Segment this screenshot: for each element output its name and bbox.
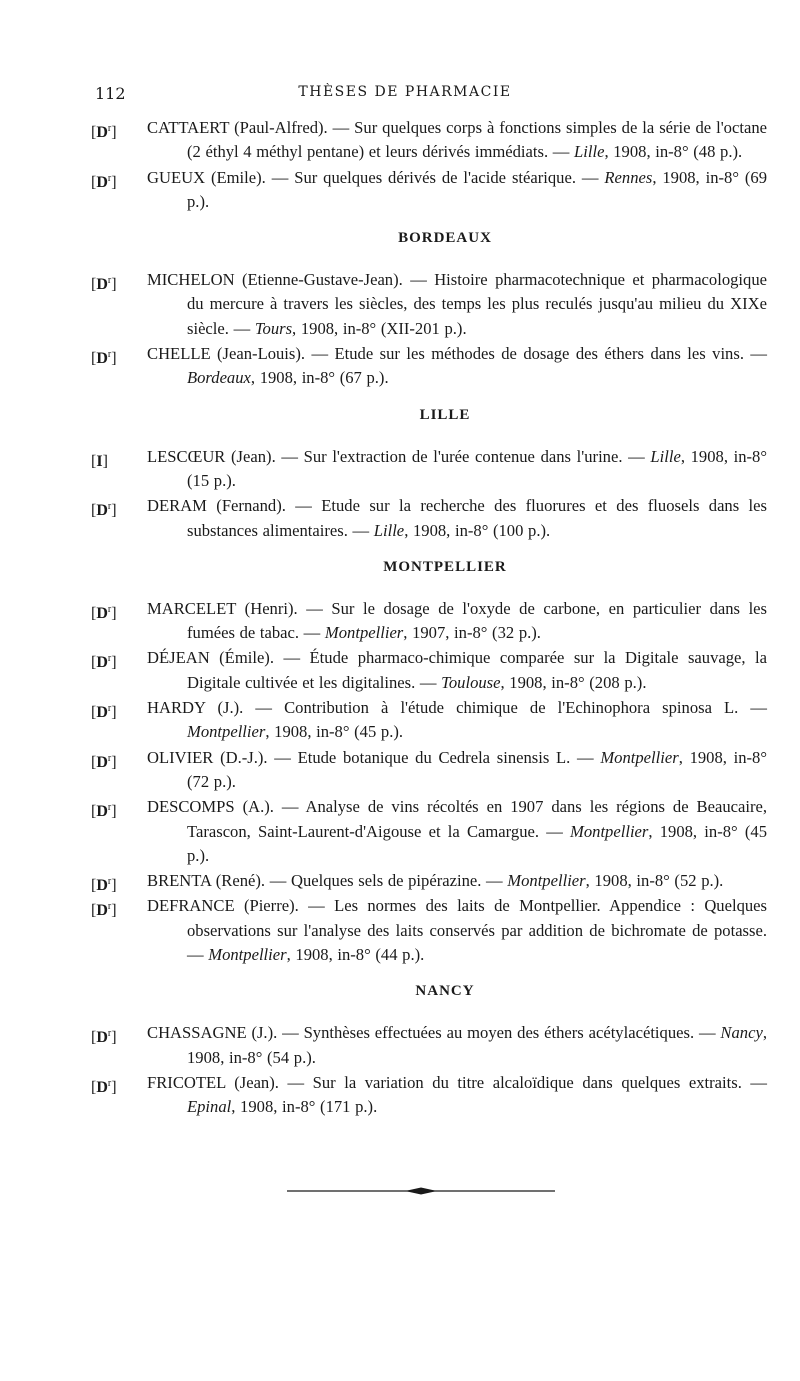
thesis-title: — Etude sur les méthodes de dosage des éthers dans les vins. —	[305, 344, 767, 364]
author-name: OLIVIER (D.-J.).	[147, 747, 268, 767]
author-name: MICHELON (Etienne-Gustave-Jean).	[147, 270, 403, 290]
publication-place: Rennes	[604, 167, 653, 187]
thesis-title: — Synthèses effectuées au moyen des éthers acétylacétiques. —	[277, 1023, 721, 1043]
section-3	[0, 405, 800, 543]
degree-mark	[91, 268, 117, 298]
publication-details: , 1908, in-8° (100 p.).	[404, 520, 551, 540]
thesis-title: — Quelques sels de pipérazine. —	[265, 871, 508, 891]
degree-mark	[91, 795, 117, 825]
publication-details: , 1908, in-8° (44 p.).	[286, 945, 425, 965]
thesis-entry	[0, 1071, 800, 1120]
thesis-entry	[0, 116, 800, 165]
section-heading: LILLE	[419, 406, 471, 423]
entry-text	[147, 746, 767, 795]
bracket-open: [	[91, 704, 97, 722]
bracket-close: ]	[111, 604, 117, 622]
publication-place: Toulouse	[441, 672, 501, 692]
section-4	[0, 557, 800, 967]
publication-details: , 1908, in-8° (45 p.).	[187, 821, 767, 865]
bracket-close: ]	[111, 276, 117, 294]
thesis-title: — Sur la variation du titre alcaloïdique dans quelques extraits. —	[278, 1072, 767, 1092]
thesis-title: — Etude botanique du Cedrela sinensis L. —	[267, 747, 601, 767]
thesis-entry	[0, 746, 800, 795]
thesis-title: — Sur le dosage de l'oxyde de carbone, en particulier dans les fumées de tabac. —	[187, 598, 768, 643]
entry-text	[147, 869, 767, 893]
bracket-open: [	[91, 350, 97, 368]
section-5	[0, 981, 800, 1119]
publication-details: , 1907, in-8° (32 p.).	[403, 623, 541, 643]
thesis-title: — Contribution à l'étude chimique de l'Echinophora spinosa L. —	[243, 698, 768, 718]
publication-place: Lille	[650, 446, 681, 466]
degree-mark	[91, 746, 117, 776]
publication-place: Montpellier	[187, 722, 266, 742]
thesis-entry	[0, 342, 800, 391]
thesis-title: — Etude sur la recherche des fluorures et des fluosels dans les substances alimentaires. —	[187, 496, 767, 540]
bracket-close: ]	[111, 902, 117, 920]
degree-sup: r	[107, 703, 112, 715]
bracket-open: [	[91, 173, 97, 191]
degree-sup: r	[107, 501, 112, 513]
publication-details: , 1908, in-8° (48 p.).	[604, 142, 743, 162]
degree-sup: r	[107, 123, 112, 134]
thesis-entry	[0, 894, 800, 967]
bracket-open: [	[91, 1078, 97, 1096]
thesis-title: — Analyse de vins récoltés en 1907 dans les régions de Beaucaire, Tarascon, Saint-Laurent-d'Aigouse et la Camargue. —	[187, 797, 767, 841]
entry-text	[147, 894, 767, 967]
publication-place: Montpellier	[600, 747, 679, 767]
degree-mark	[91, 696, 117, 726]
entry-text	[147, 494, 767, 543]
publication-details: , 1908, in-8° (54 p.).	[187, 1023, 767, 1067]
publication-place: Nancy	[720, 1023, 763, 1043]
degree-sup: r	[107, 653, 112, 665]
degree-letter: D	[96, 803, 108, 821]
thesis-entry	[0, 268, 800, 341]
degree-sup: r	[107, 876, 112, 888]
section-heading: BORDEAUX	[398, 230, 492, 247]
bracket-close: ]	[111, 350, 117, 368]
bracket-open: [	[91, 902, 97, 920]
bracket-open: [	[91, 124, 97, 141]
bracket-open: [	[91, 502, 97, 520]
section-1	[0, 116, 800, 214]
degree-mark	[91, 342, 117, 372]
degree-sup: r	[107, 802, 112, 814]
degree-mark	[91, 597, 117, 627]
degree-letter: D	[96, 1078, 108, 1096]
section-2	[0, 228, 800, 390]
entry-text	[147, 696, 767, 745]
running-head	[95, 84, 715, 108]
bracket-open: [	[91, 604, 97, 622]
thesis-entry	[0, 795, 800, 868]
author-name: GUEUX (Emile).	[147, 167, 266, 187]
bracket-close: ]	[111, 704, 117, 722]
bracket-close: ]	[111, 1029, 117, 1047]
thesis-entry	[0, 166, 800, 215]
degree-sup: r	[107, 349, 112, 361]
degree-mark	[91, 646, 117, 676]
thesis-title: — Sur quelques dérivés de l'acide stéarique. —	[265, 167, 605, 187]
author-name: DEFRANCE (Pierre).	[147, 896, 299, 916]
author-name: DESCOMPS (A.).	[147, 797, 274, 817]
thesis-entry	[0, 445, 800, 494]
bracket-open: [	[91, 452, 97, 470]
bracket-close: ]	[111, 753, 117, 771]
entry-text	[147, 646, 767, 695]
publication-place: Montpellier	[324, 623, 404, 643]
entry-text	[147, 1071, 767, 1120]
publication-details: , 1908, in-8° (15 p.).	[187, 446, 767, 490]
thesis-entry	[0, 646, 800, 695]
degree-mark	[91, 116, 117, 146]
running-title: THÈSES DE PHARMACIE	[298, 84, 512, 100]
degree-letter: D	[96, 604, 108, 622]
section-heading: NANCY	[415, 983, 475, 1000]
publication-details: , 1908, in-8° (52 p.).	[585, 871, 724, 891]
degree-sup: r	[107, 172, 112, 184]
author-name: HARDY (J.).	[147, 698, 244, 718]
publication-details: , 1908, in-8° (171 p.).	[231, 1097, 378, 1117]
degree-mark	[91, 1071, 117, 1101]
entry-text	[147, 166, 767, 215]
author-name: FRICOTEL (Jean).	[147, 1072, 279, 1092]
entry-text	[147, 268, 767, 341]
thesis-entry	[0, 1021, 800, 1070]
bracket-close: ]	[111, 502, 117, 520]
degree-sup: r	[107, 752, 112, 764]
degree-mark	[91, 894, 117, 924]
publication-place: Montpellier	[570, 821, 649, 841]
bracket-close: ]	[111, 173, 117, 191]
degree-sup: r	[107, 1077, 112, 1089]
thesis-title: — Étude pharmaco-chimique comparée sur la Digitale sauvage, la Digitale cultivée et les digitalines. —	[187, 648, 767, 692]
author-name: CHASSAGNE (J.).	[147, 1023, 278, 1043]
publication-place: Montpellier	[507, 871, 586, 891]
author-name: DÉJEAN (Émile).	[147, 648, 274, 668]
publication-details: , 1908, in-8° (67 p.).	[250, 368, 389, 388]
degree-letter: D	[96, 350, 108, 368]
bracket-close: ]	[111, 124, 117, 141]
publication-details: , 1908, in-8° (45 p.).	[265, 722, 404, 742]
bracket-close: ]	[102, 452, 108, 470]
bracket-open: [	[91, 803, 97, 821]
degree-mark	[91, 494, 117, 524]
publication-place: Lille	[373, 520, 405, 540]
degree-letter: D	[96, 877, 108, 895]
publication-details: , 1908, in-8° (208 p.).	[500, 672, 647, 692]
thesis-title: — Histoire pharmacotechnique et pharmacologique du mercure à travers les siècles, des temps les plus reculés jusqu'au milieu du XIXe siècle. —	[187, 270, 767, 338]
publication-place: Montpellier	[208, 945, 287, 965]
publication-place: Bordeaux	[187, 368, 251, 388]
degree-letter: D	[96, 124, 108, 141]
degree-sup: r	[107, 1028, 112, 1040]
degree-sup: r	[107, 901, 112, 913]
degree-letter: I	[96, 452, 103, 470]
bracket-open: [	[91, 276, 97, 294]
bibliography-list	[0, 116, 800, 1121]
entry-text	[147, 116, 767, 165]
bracket-open: [	[91, 753, 97, 771]
thesis-entry	[0, 869, 800, 893]
entry-text	[147, 445, 767, 494]
degree-letter: D	[96, 1029, 108, 1047]
publication-place: Tours	[254, 318, 293, 338]
degree-letter: D	[96, 276, 108, 294]
bracket-close: ]	[111, 654, 117, 672]
author-name: LESCŒUR (Jean).	[147, 446, 276, 466]
entry-text	[147, 597, 767, 646]
degree-mark	[91, 1021, 117, 1051]
publication-details: , 1908, in-8° (72 p.).	[187, 747, 767, 791]
degree-sup: r	[107, 275, 112, 287]
bracket-open: [	[91, 877, 97, 895]
bracket-open: [	[91, 654, 97, 672]
thesis-entry	[0, 494, 800, 543]
publication-details: , 1908, in-8° (69 p.).	[187, 167, 767, 211]
thesis-entry	[0, 696, 800, 745]
author-name: MARCELET (Henri).	[147, 598, 298, 618]
bracket-close: ]	[111, 877, 117, 895]
entry-text	[147, 342, 767, 391]
page-number: 112	[95, 84, 126, 103]
publication-details: , 1908, in-8° (XII-201 p.).	[292, 318, 467, 338]
degree-mark	[91, 166, 117, 196]
degree-letter: D	[96, 753, 108, 771]
section-heading: MONTPELLIER	[383, 558, 507, 575]
bracket-open: [	[91, 1029, 97, 1047]
bracket-close: ]	[111, 803, 117, 821]
author-name: CHELLE (Jean-Louis).	[147, 344, 306, 364]
bracket-close: ]	[111, 1078, 117, 1096]
author-name: CATTAERT (Paul-Alfred).	[147, 118, 328, 137]
degree-sup: r	[107, 603, 112, 615]
degree-letter: D	[96, 902, 108, 920]
degree-mark	[91, 445, 108, 475]
degree-letter: D	[96, 173, 108, 191]
publication-place: Epinal	[187, 1097, 232, 1117]
thesis-entry	[0, 597, 800, 646]
author-name: DERAM (Fernand).	[147, 496, 286, 516]
closing-ornament-rule	[287, 1186, 555, 1196]
thesis-title: — Les normes des laits de Montpellier. Appendice : Quelques observations sur l'analyse des laits conservés par addition de bichromate de potasse. —	[187, 896, 767, 965]
degree-letter: D	[96, 502, 108, 520]
publication-place: Lille	[574, 142, 605, 162]
thesis-title: — Sur l'extraction de l'urée contenue dans l'urine. —	[275, 446, 651, 466]
entry-text	[147, 795, 767, 868]
degree-letter: D	[96, 704, 108, 722]
degree-letter: D	[96, 654, 108, 672]
entry-text	[147, 1021, 767, 1070]
thesis-title: — Sur quelques corps à fonctions simples de la série de l'octane (2 éthyl 4 méthyl pentane) et leurs dérivés immédiats. —	[187, 118, 767, 162]
author-name: BRENTA (René).	[147, 871, 266, 891]
